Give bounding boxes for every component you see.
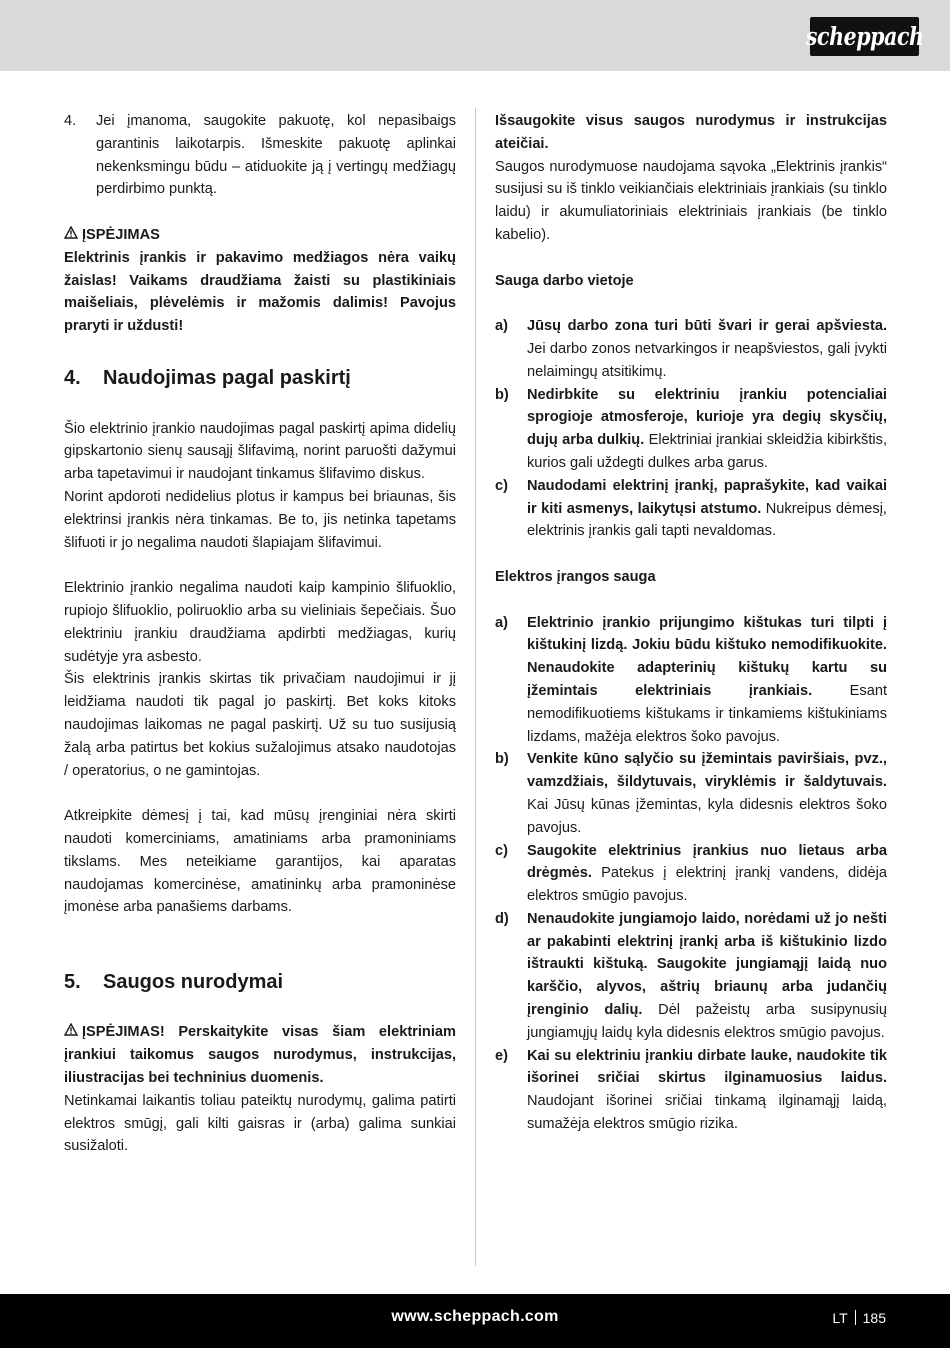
subheading-electrical-safety: Elektros įrangos sauga [495,568,656,585]
item-letter: c) [495,477,508,494]
brand-logo [805,17,924,56]
item-bold-text: Jūsų darbo zona turi būti švari ir gerai apšviesta. [527,318,887,335]
item-bold-text: Elektrinio įrankio prijungimo kištukas turi tilpti į kištukinį lizdą. Jokiu būdu kištuko nemodifikuokite. Nenaudokite adapterinių kištukų kartu su įžemintais elektriniais įrankiais. [527,614,887,699]
item-bold-text: Venkite kūno sąlyčio su įžemintais paviršiais, pvz., vamzdžiais, šildytuvais, viryklėmis ir šaldytuvais. [527,751,887,791]
list-item [495,908,887,1045]
brand-logo-text: scheppach [805,22,924,51]
item-letter: c) [495,842,508,859]
warning-title: ĮSPĖJIMAS [82,226,160,243]
paragraph: Atkreipkite dėmesį į tai, kad mūsų įrenginiai nėra skirti naudoti komerciniams, amatiniams arba pramoniniams tikslams. Mes neteikiame garantijos, kai aparatas naudojamas komercinėse, amatininkų arba pramoninėse įmonėse arba panašiems darbams. [64,808,456,916]
language-code: LT [832,1310,848,1326]
section-title: Naudojimas pagal paskirtį [103,366,351,389]
column-divider [475,108,476,1266]
item-plain-text: Jei darbo zonos netvarkingos ir neapšviestos, gali įvykti nelaimingų atsitikimų. [527,340,887,380]
subheading-work-safety: Sauga darbo vietoje [495,272,634,289]
item-number: 4. [64,113,77,129]
page-number [832,1310,886,1326]
item-letter: e) [495,1047,508,1064]
section-number: 4. [64,366,81,389]
paragraph: Elektrinio įrankio negalima naudoti kaip kampinio šlifuoklio, rupiojo šlifuoklio, poliruoklio arba su vieliniais šepečiais. Šuo elektriniu įrankiu draudžiama apdirbti medžiagas, kurių sudėtyje yra asbesto. [64,580,456,665]
item-text [527,384,887,475]
list-item [495,1045,887,1136]
item-bold-text: Kai su elektriniu įrankiu dirbate lauke, naudokite tik išorinei sričiai skirtus ilginamuosius laidus. [527,1047,887,1087]
section-title: Saugos nurodymai [103,970,284,993]
intro-text: Saugos nurodymuose naudojama sąvoka „Elektrinis įrankis“ susijusi su iš tinklo veikiančiais elektriniais įrankiais (su tinklo laidu) ir akumuliatoriniais elektriniais įrankiais (be tinklo kabelio). [495,158,887,243]
paragraph: Šis elektrinis įrankis skirtas tik privačiam naudojimui ir jį leidžiama naudoti tik pagal jo paskirtį. Bet koks kitoks naudojimas laikomas ne pagal paskirtį. Už su tuo susijusią žalą arba patirtus bet kokius sužalojimus atsako naudotojas / operatorius, o ne gamintojas. [64,671,456,779]
item-plain-text: Kai Jūsų kūnas įžemintas, kyla didesnis elektros šoko pavojus. [527,796,887,836]
item-plain-text: Esant nemodifikuotiems kištukams ir tinkamiems kištukiniams lizdams, mažėja elektros šoko pavojus. [527,682,888,745]
item-plain-text: Naudojant išorinei sričiai tinkamą ilginamąjį laidą, sumažėja elektros smūgio rizika. [527,1093,887,1133]
item-plain-text: Nukreipus dėmesį, elektrinis įrankis gali tapti nevaldomas. [527,500,887,540]
item-letter: b) [495,386,509,403]
work-safety-list [495,315,887,543]
footer-url[interactable]: www.scheppach.com [391,1308,559,1325]
item-text [527,748,887,839]
item-plain-text: Elektriniai įrankiai skleidžia kibirkštis, kurios gali uždegti dulkes arba garus. [527,432,887,471]
item-text [527,908,887,1045]
list-item [64,110,456,201]
warning-text: Netinkamai laikantis toliau pateiktų nurodymų, galima patirti elektros smūgį, gali kilti gaisras ir (arba) galima sunkiai susižaloti. [64,1092,456,1155]
item-text [527,315,887,383]
left-column [64,110,456,1158]
list-item [495,748,887,839]
intro-bold: Išsaugokite visus saugos nurodymus ir instrukcijas ateičiai. [495,113,887,152]
page-num: 185 [862,1310,886,1326]
list-item [495,315,887,383]
warning-text: Elektrinis įrankis ir pakavimo medžiagos nėra vaikų žaislas! Vaikams draudžiama žaisti su plastikiniais maišeliais, plėvelėmis ir mažomis dalimis! Pavojus praryti ir uždusti! [64,249,456,335]
item-plain-text: Dėl pažeistų arba susipynusių jungiamųjų laidų kyla didesnis elektros smūgio pavojus. [527,1002,887,1041]
paragraph: Norint apdoroti nedidelius plotus ir kampus bei briaunas, šis elektrinsi įrankis nėra tinkamas. Be to, jis netinka tapetams šlifuoti ir jo negalima naudoti šlapiajam šlifavimui. [64,488,456,551]
item-text [527,612,887,749]
item-text: Jei įmanoma, saugokite pakuotę, kol nepasibaigs garantinis laikotarpis. Išmeskite pakuotę aplinkai nekenksmingu būdu – atiduokite ją į vertingų medžiagų perdirbimo punktą. [96,113,456,198]
electrical-safety-list [495,612,887,1136]
warning-triangle-icon [64,1021,82,1044]
item-bold-text: Saugokite elektrinius įrankius nuo lietaus arba drėgmės. [527,842,887,882]
section-heading-5 [64,969,456,995]
item-plain-text: Patekus į elektrinį įrankį vandens, didėja elektros smūgio pavojus. [527,865,887,905]
right-column [495,110,887,1136]
item-letter: a) [495,318,508,335]
warning-triangle-icon [64,224,82,247]
item-bold-text: Nenaudokite jungiamojo laido, norėdami už jo nešti ar pakabinti elektrinį įrankį arba iš kištukinio lizdo ištraukti kištuką. Saugokite jungiamąjį laidą nuo karščio, alyvos, aštrių briaunų arba judančių įrenginio dalių. [527,910,887,1019]
item-letter: b) [495,751,509,768]
warning-title: ĮSPĖJIMAS! [82,1024,165,1041]
list-item [495,475,887,543]
warning-bold-text: Perskaitykite visas šiam elektriniam įrankiui taikomus saugos nurodymus, instrukcijas, iliustracijas bei techninius duomenis. [64,1024,456,1087]
list-item [495,612,887,749]
section-number: 5. [64,970,81,993]
list-item [495,384,887,475]
list-item [495,840,887,908]
section-heading-4 [64,365,456,391]
warning-heading [64,224,456,247]
item-text [527,1045,887,1136]
item-text [527,475,887,543]
paragraph: Šio elektrinio įrankio naudojimas pagal paskirtį apima didelių gipskartonio sienų sausąjį šlifavimą, norint paruošti dažymui arba tapetavimui ir naudojant tinkamus šlifavimo diskus. [64,420,456,483]
item-letter: d) [495,910,509,927]
item-letter: a) [495,614,508,631]
item-bold-text: Naudodami elektrinį įrankį, paprašykite, kad vaikai ir kiti asmenys, laikytųsi atstumo. [527,477,887,517]
item-bold-text: Nedirbkite su elektriniu įrankiu potencialiai sprogioje atmosferoje, kurioje yra degių skysčių, dujų arba dulkių. [527,386,887,449]
item-text [527,840,887,908]
warning-paragraph [64,1021,456,1089]
